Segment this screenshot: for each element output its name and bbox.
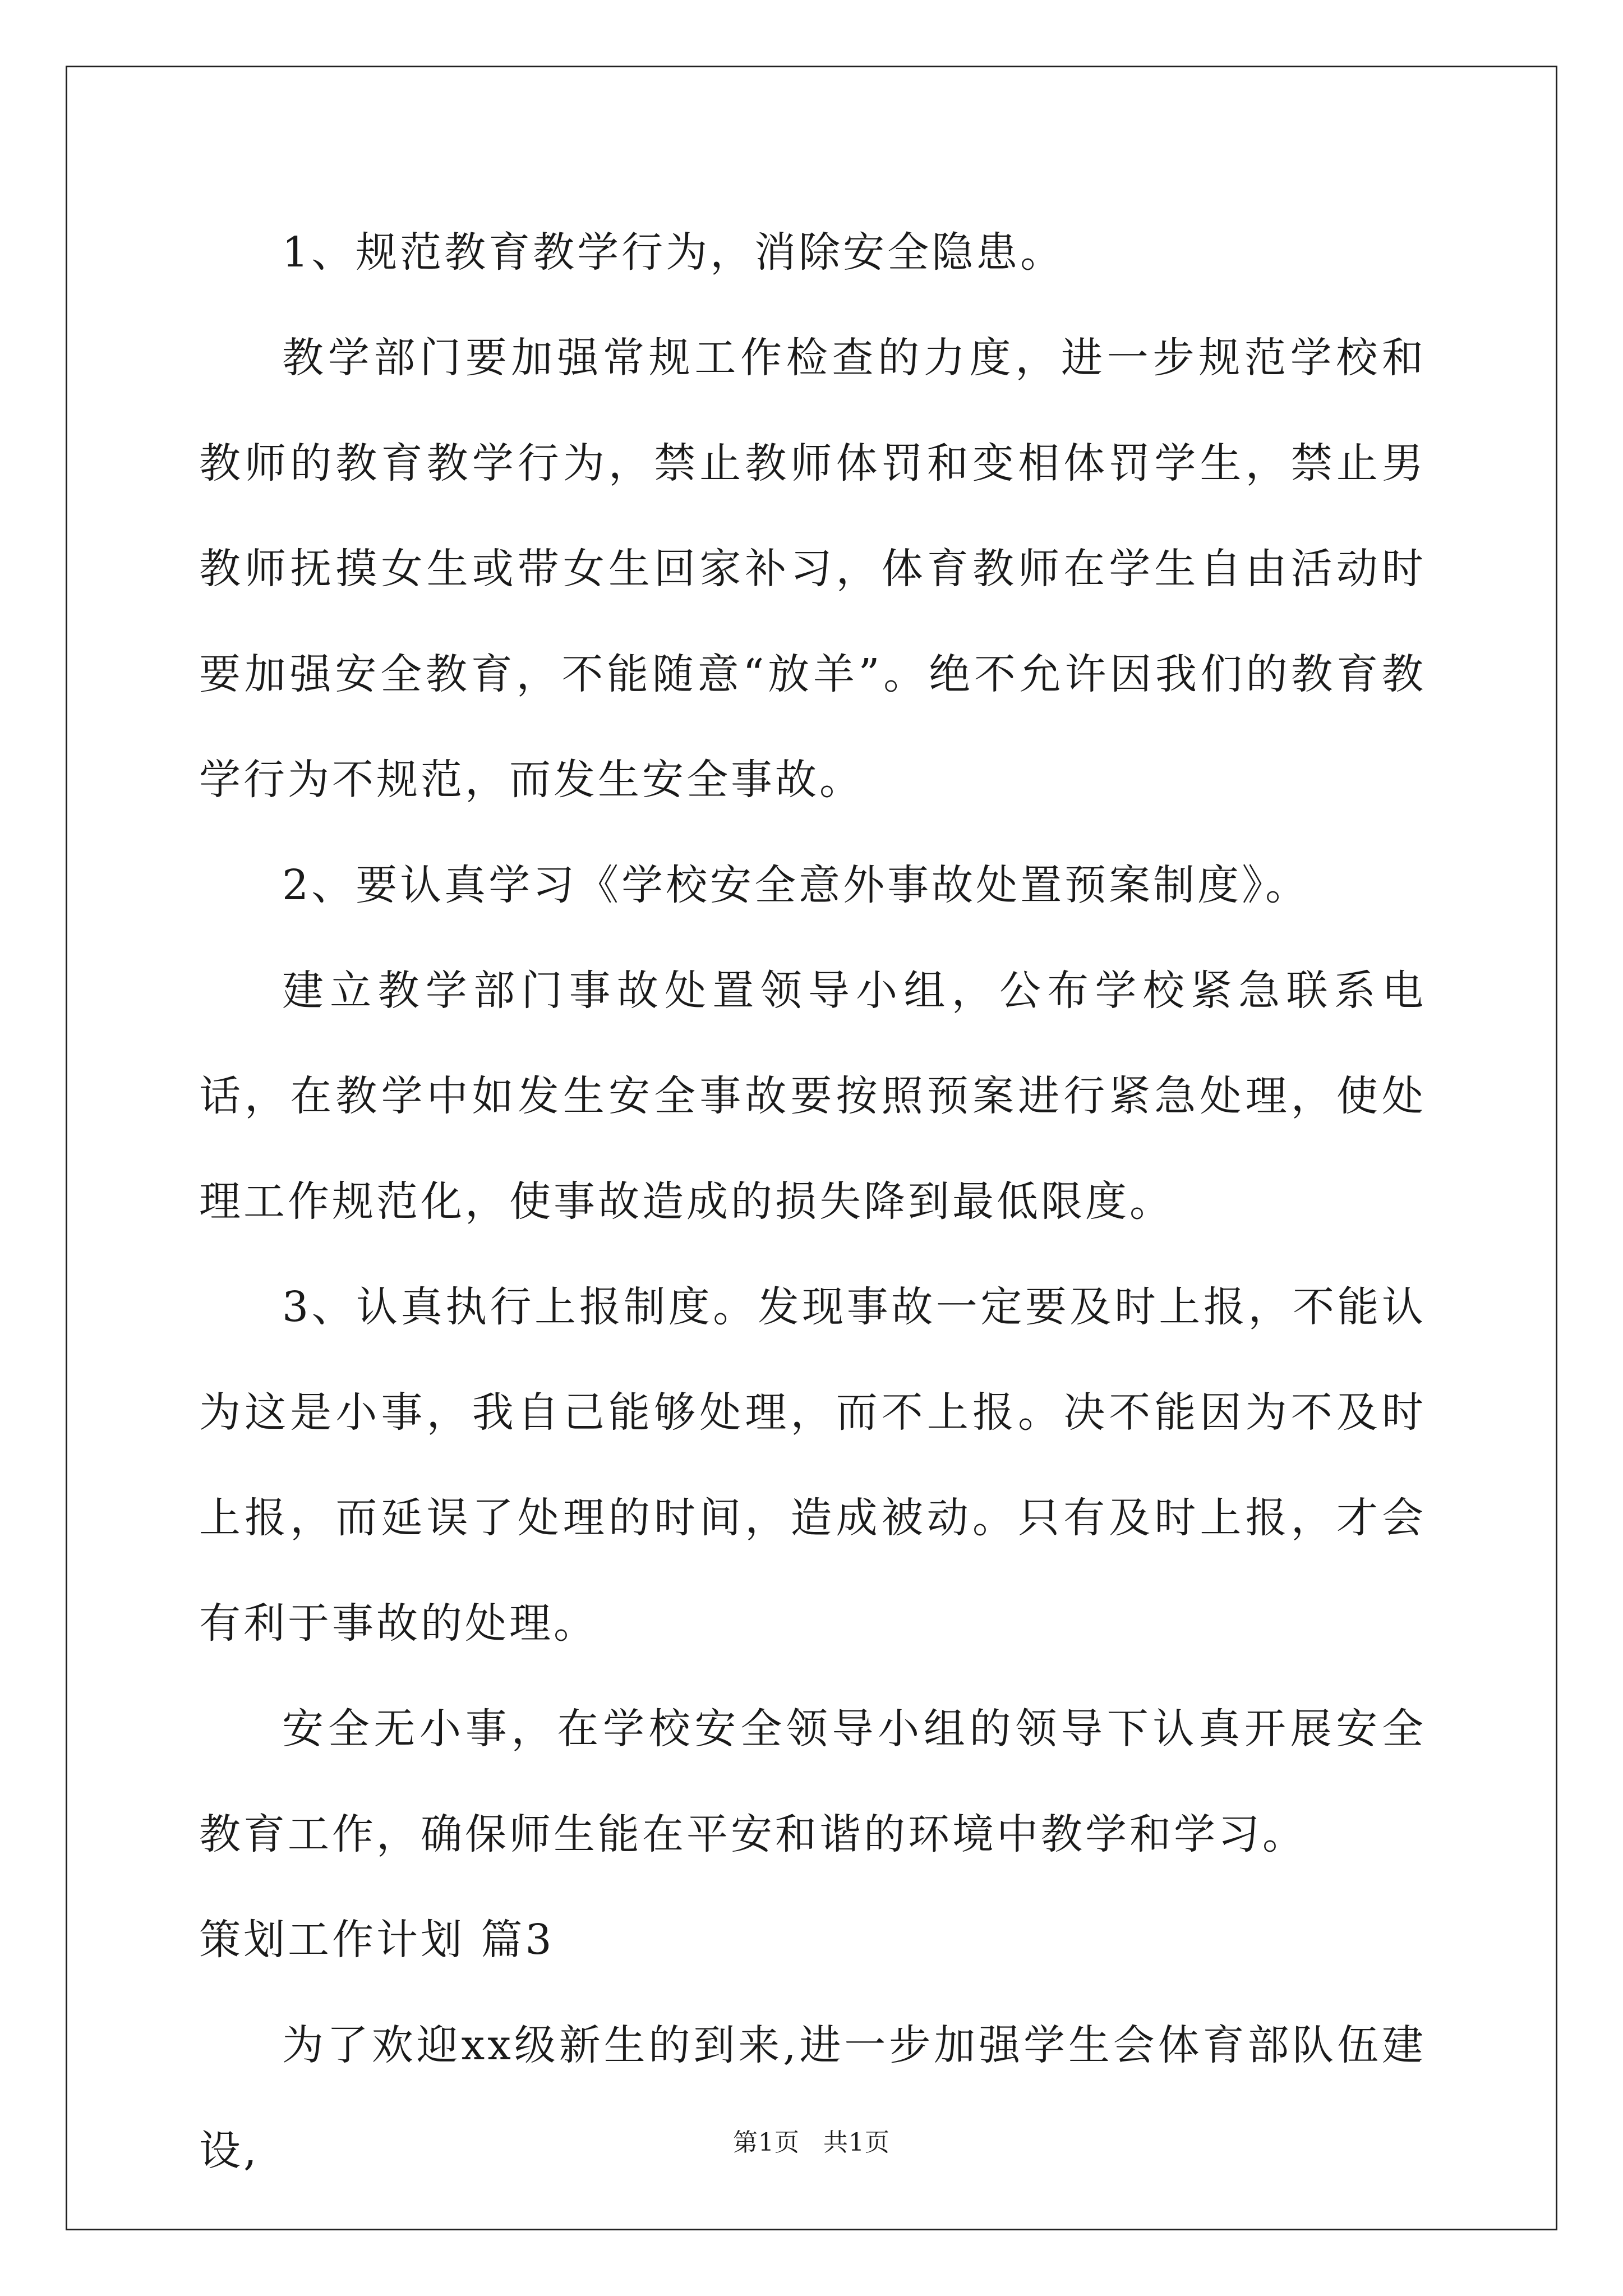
document-body [199, 200, 1426, 2203]
paragraph-4: 建立教学部门事故处置领导小组，公布学校紧急联系电话，在教学中如发生安全事故要按照预案进行紧急处理，使处理工作规范化，使事故造成的损失降到最低限度。 [199, 967, 1426, 1226]
paragraph-2: 教学部门要加强常规工作检查的力度，进一步规范学校和教师的教育教学行为，禁止教师体罚和变相体罚学生，禁止男教师抚摸女生或带女生回家补习，体育教师在学生自由活动时要加强安全教育，不能随意“放羊”。绝不允许因我们的教育教学行为不规范，而发生安全事故。 [199, 334, 1426, 804]
page-number: 第1页 [733, 2128, 800, 2157]
paragraph-6: 安全无小事，在学校安全领导小组的领导下认真开展安全教育工作，确保师生能在平安和谐的环境中教学和学习。 [199, 1705, 1426, 1858]
paragraph-1: 1、规范教育教学行为，消除安全隐患。 [282, 228, 1065, 277]
closing-paragraph: 为了欢迎xx级新生的到来,进一步加强学生会体育部队伍建设, [199, 2021, 1426, 2175]
page-footer [0, 2126, 1623, 2160]
section-heading: 策划工作计划 篇3 [199, 1916, 555, 1964]
paragraph-5: 3、认真执行上报制度。发现事故一定要及时上报，不能认为这是小事，我自己能够处理，而不上报。决不能因为不及时上报，而延误了处理的时间，造成被动。只有及时上报，才会有利于事故的处理。 [199, 1283, 1426, 1648]
page-total: 共1页 [823, 2128, 890, 2157]
paragraph-3: 2、要认真学习《学校安全意外事故处置预案制度》。 [282, 861, 1310, 909]
